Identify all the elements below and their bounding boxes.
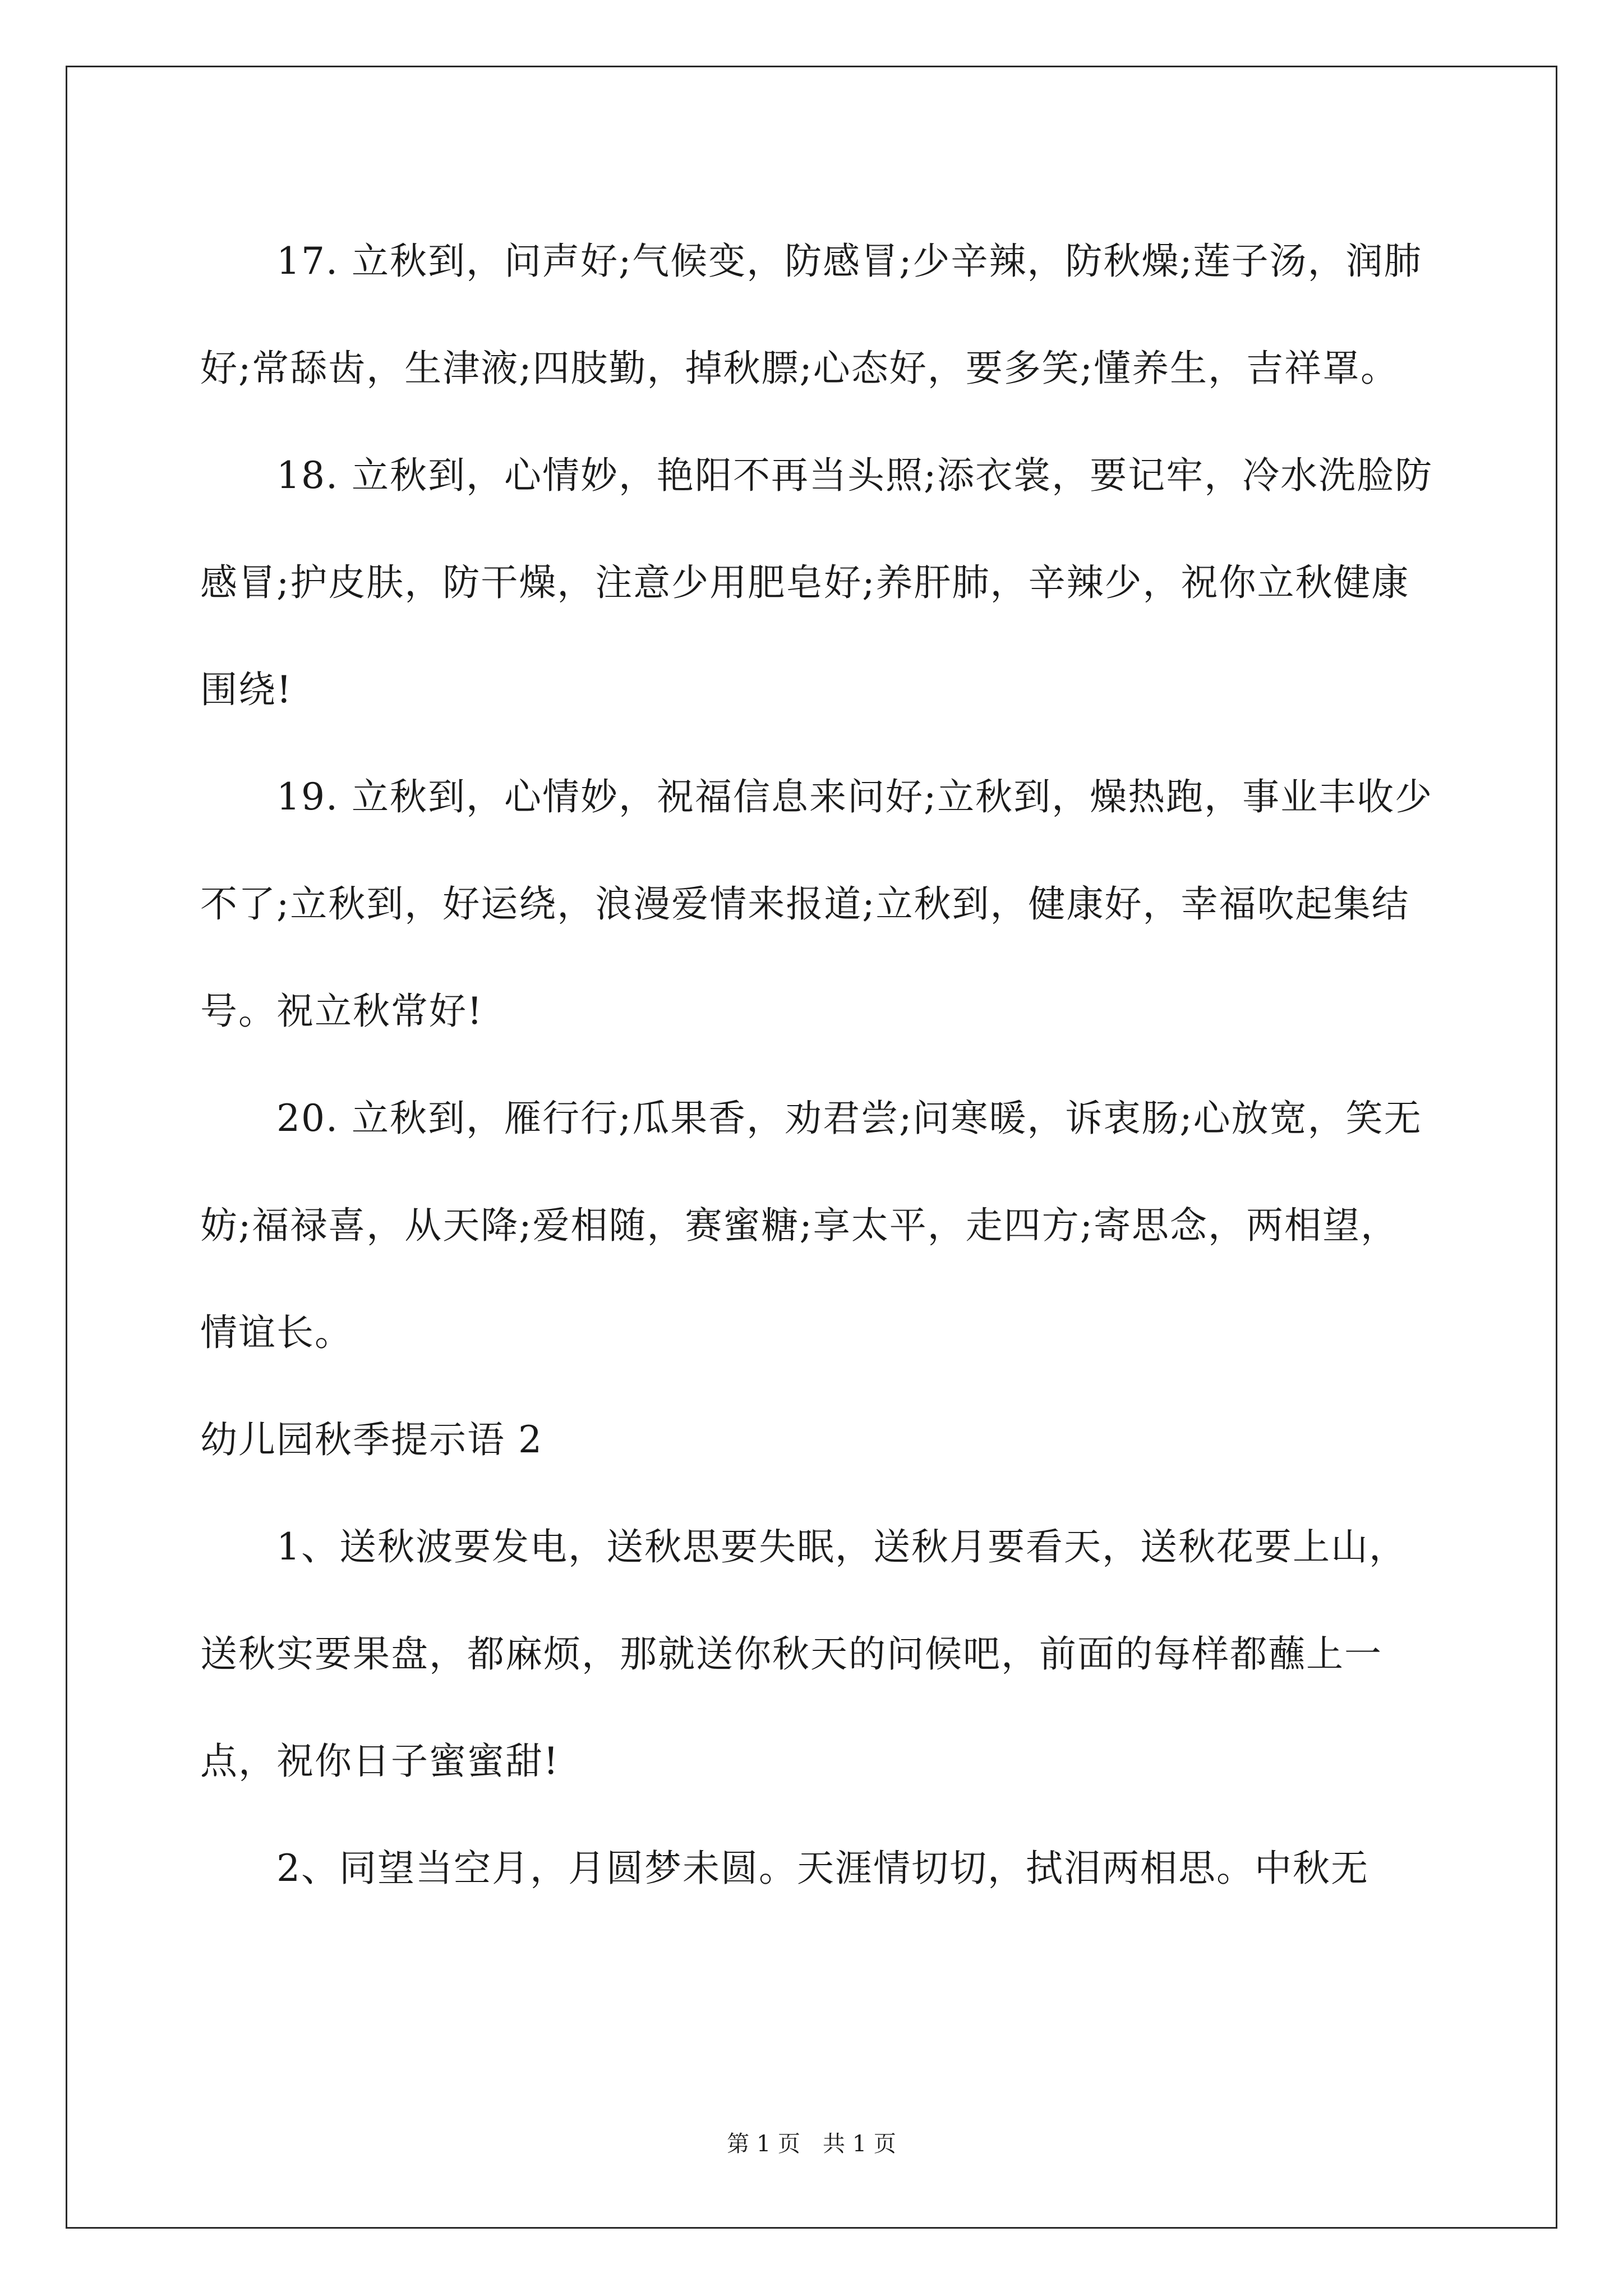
paragraph-1: 1、送秋波要发电，送秋思要失眠，送秋月要看天，送秋花要上山，送秋实要果盘，都麻烦，那就送你秋天的问候吧，前面的每样都蘸上一点，祝你日子蜜蜜甜! [200, 1525, 1407, 1783]
paragraph-2: 2、同望当空月，月圆梦未圆。天涯情切切，拭泪两相思。中秋无 [276, 1847, 1369, 1890]
document-body [200, 208, 1434, 1922]
paragraph-18: 18. 立秋到，心情妙，艳阳不再当头照;添衣裳，要记牢，冷水洗脸防感冒;护皮肤，防干燥，注意少用肥皂好;养肝肺，辛辣少，祝你立秋健康围绕! [200, 454, 1433, 711]
paragraph-20: 20. 立秋到，雁行行;瓜果香，劝君尝;问寒暖，诉衷肠;心放宽，笑无妨;福禄喜，从天降;爱相随，赛蜜糖;享太平，走四方;寄思念，两相望，情谊长。 [200, 1097, 1422, 1354]
page-footer: 第 1 页 共 1 页 [727, 2131, 896, 2157]
paragraph-17: 17. 立秋到，问声好;气候变，防感冒;少辛辣，防秋燥;莲子汤，润肺好;常舔齿，生津液;四肢勤，掉秋膘;心态好，要多笑;懂养生，吉祥罩。 [200, 240, 1422, 390]
section-heading: 幼儿园秋季提示语 2 [200, 1418, 543, 1461]
paragraph-19: 19. 立秋到，心情妙，祝福信息来问好;立秋到，燥热跑，事业丰收少不了;立秋到，好运绕，浪漫爱情来报道;立秋到，健康好，幸福吹起集结号。祝立秋常好! [200, 775, 1433, 1033]
